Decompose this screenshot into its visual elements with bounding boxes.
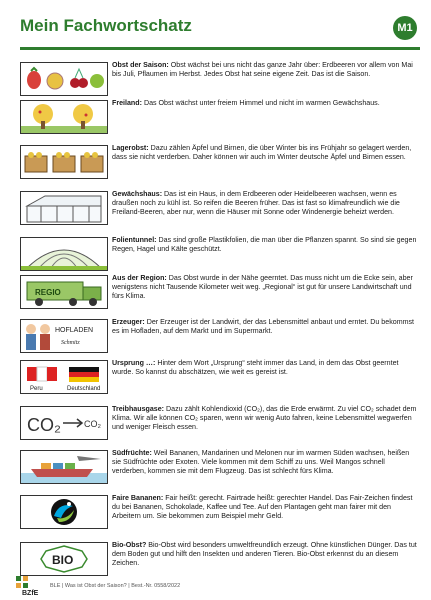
entry-term: Obst der Saison: bbox=[112, 61, 169, 69]
flags-icon bbox=[20, 360, 108, 394]
entry-term: Freiland: bbox=[112, 99, 142, 107]
entry-text bbox=[112, 494, 418, 522]
entry-term: Ursprung …: bbox=[112, 359, 156, 367]
entry-definition: Fair heißt: gerecht. Fairtrade heißt: gerechter Handel. Das Fair-Zeichen findest du bei Bananen, Schokolade, Kaffee und Tee. Auf den Plantagen geht man fairer mit den Arbeitern um. Sie bekommen zum Beispiel mehr Geld. bbox=[112, 494, 413, 521]
foil-tunnel-icon bbox=[20, 237, 108, 271]
entry-definition: Das ist ein Haus, in dem Erdbeeren oder Heidelbeeren wachsen, wenn es draußen noch zu kühl ist. So reifen die Beeren früher. Das ist fast so klimafreundlich wie die Freiland-Beeren, aber nur, wenn die Häuser mit Sonne oder Windenergie beheizt werden. bbox=[112, 190, 400, 217]
entry-term: Bio-Obst? bbox=[112, 541, 147, 549]
farm-name-sign: Schmitz bbox=[61, 340, 80, 346]
footer-text: BLE | Was ist Obst der Saison? | Best.-Nr. 0558/2022 bbox=[50, 583, 181, 589]
entry-text bbox=[112, 318, 418, 336]
module-badge: M1 bbox=[393, 16, 417, 40]
entry-term: Südfrüchte: bbox=[112, 449, 152, 457]
bio-seal-label: BIO bbox=[52, 553, 74, 567]
page-title: Mein Fachwortschatz bbox=[20, 16, 192, 35]
entry-definition: Dazu zählt Kohlendioxid (CO₂), das die Erde erwärmt. Zu viel CO₂ schadet dem Klima. Wir alle können CO₂ sparen, wenn wir wenig Auto fahren, keine Lebensmittel wegwerfen und weniger Fleisch essen. bbox=[112, 405, 417, 432]
entry-text bbox=[112, 541, 418, 569]
truck-icon bbox=[20, 275, 108, 309]
flag-label-deutschland: Deutschland bbox=[67, 386, 101, 392]
entry-definition: Bio-Obst wird besonders umweltfreundlich erzeugt. Ohne künstlichen Dünger. Das tut dem Boden gut und hilft den Insekten und anderen Tieren. Bio-Obst erkennst du an diesem Zeichen. bbox=[112, 541, 417, 568]
entry-definition: Hinter dem Wort „Ursprung“ steht immer das Land, in dem das Obst geerntet wurde. So kannst du abschätzen, wie weit es gereist ist. bbox=[112, 359, 399, 377]
entry-term: Lagerobst: bbox=[112, 144, 149, 152]
bzfe-logo-text: BZfE bbox=[22, 590, 39, 597]
entry-text bbox=[112, 99, 418, 108]
fairtrade-icon bbox=[20, 495, 108, 529]
entry-term: Erzeuger: bbox=[112, 318, 145, 326]
entry-text bbox=[112, 449, 418, 477]
entry-text bbox=[112, 190, 418, 218]
co2-large-label: CO₂ bbox=[27, 415, 61, 435]
truck-label: REGIO bbox=[35, 288, 61, 297]
title-divider bbox=[20, 47, 420, 50]
ship-plane-icon bbox=[20, 450, 108, 484]
entry-term: Aus der Region: bbox=[112, 274, 167, 282]
entry-term: Folientunnel: bbox=[112, 236, 157, 244]
farm-shop-sign: HOFLADEN bbox=[55, 327, 94, 334]
bio-seal-icon bbox=[20, 542, 108, 576]
entry-definition: Das Obst wächst unter freiem Himmel und nicht im warmen Gewächshaus. bbox=[141, 99, 380, 107]
storage-crates-icon bbox=[20, 145, 108, 179]
entry-text bbox=[112, 61, 418, 79]
entry-definition: Weil Bananen, Mandarinen und Melonen nur im warmen Süden wachsen, heißen sie Südfrüchte oder Exoten. Viele kommen mit dem Schiff zu uns. Weil Mangos schnell verderben, kommen sie mit dem Flugzeug. Das ist schlecht fürs Klima. bbox=[112, 449, 410, 476]
greenhouse-icon bbox=[20, 191, 108, 225]
entry-definition: Das Obst wurde in der Nähe geerntet. Das muss nicht um die Ecke sein, aber wenigstens nicht Tausende Kilometer weit weg. „Regional“ ist gut für unsere Landwirtschaft und fürs Klima. bbox=[112, 274, 413, 301]
fruit-row-icon bbox=[20, 62, 108, 96]
entry-text bbox=[112, 144, 418, 162]
co2-icon bbox=[20, 406, 108, 440]
flag-label-peru: Peru bbox=[30, 386, 43, 392]
entry-text bbox=[112, 236, 418, 254]
trees-icon bbox=[20, 100, 108, 134]
co2-small-label: CO₂ bbox=[84, 419, 101, 429]
entry-term: Faire Bananen: bbox=[112, 494, 164, 502]
entry-term: Treibhausgase: bbox=[112, 405, 165, 413]
entry-text bbox=[112, 359, 418, 377]
entry-definition: Obst wächst bei uns nicht das ganze Jahr über: Erdbeeren vor allem von Mai bis Juli, Pflaumen im Herbst. Jedes Obst hat seine eigene Zeit. Das ist die Saison. bbox=[112, 61, 413, 79]
entry-definition: Dazu zählen Äpfel und Birnen, die über Winter bis ins Frühjahr so gelagert werden, dass sie nicht verderben. Daher können wir auch im Winter deutsche Äpfel und Birnen essen. bbox=[112, 144, 412, 162]
entry-definition: Der Erzeuger ist der Landwirt, der das Lebensmittel anbaut und erntet. Du bekommst es im Hofladen, auf dem Markt und im Supermarkt. bbox=[112, 318, 415, 336]
entry-text bbox=[112, 274, 418, 302]
entry-definition: Das sind große Plastikfolien, die man über die Pflanzen spannt. So sind sie gegen Regen, Hagel und Kälte geschützt. bbox=[112, 236, 417, 254]
entry-text bbox=[112, 405, 418, 433]
farmers-icon bbox=[20, 319, 108, 353]
entry-term: Gewächshaus: bbox=[112, 190, 163, 198]
